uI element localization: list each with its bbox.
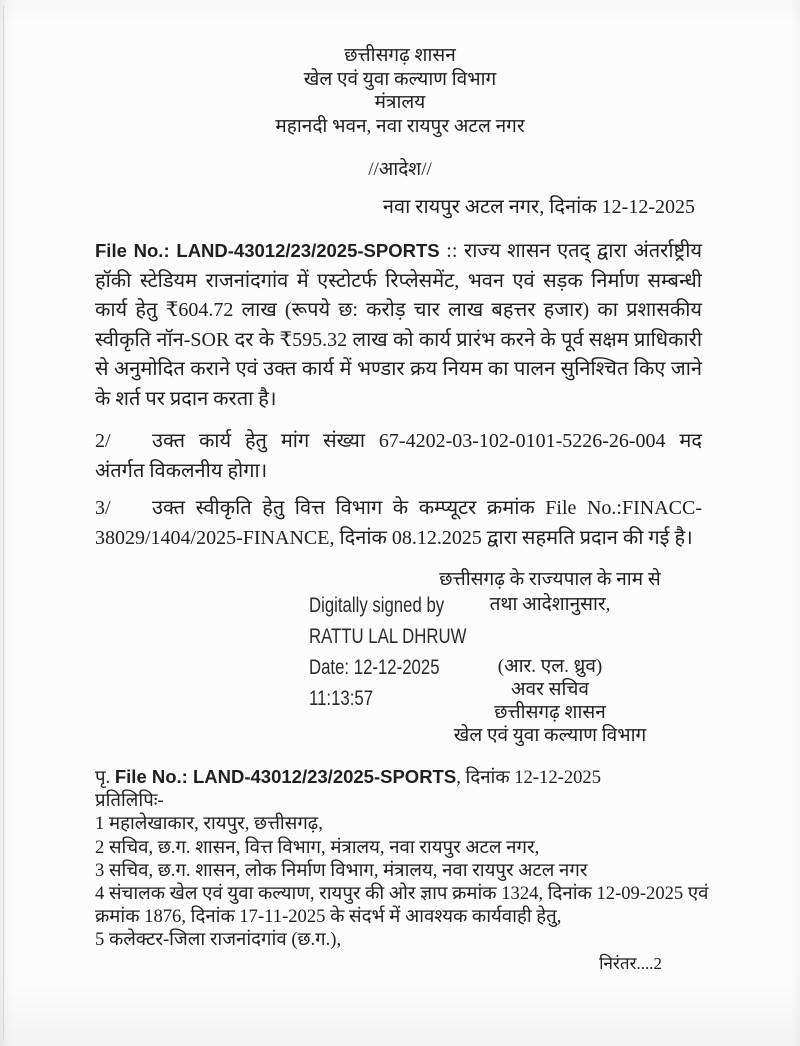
letterhead bbox=[0, 44, 800, 138]
ref-file-number: File No.: LAND-43012/23/2025-SPORTS bbox=[114, 766, 457, 787]
authority-line-2: तथा आदेशानुसार, bbox=[489, 594, 611, 615]
signatory-dept: खेल एवं युवा कल्याण विभाग bbox=[453, 725, 647, 746]
order-title: //आदेश// bbox=[368, 159, 432, 180]
sanction-text: :: राज्य शासन एतद् द्वारा अंतर्राष्ट्रीय हॉकी स्टेडियम राजनांदगांव में एस्टोटर्फ रिप्लेसमेंट, भवन एवं सड़क निर्माण सम्बन्धी कार्य हेतु ₹604.72 लाख (रूपये छ: करोड़ चार लाख बहत्तर हजार) का प्रशासकीय स्वीकृति नॉन-SOR दर के ₹595.32 लाख को कार्य प्रारंभ करने के पूर्व सक्षम प्राधिकारी से अनुमोदित कराने एवं उक्त कार्य में भण्डार क्रय नियम का पालन सुनिश्चित किए जाने के शर्त पर प्रदान करता है। bbox=[95, 240, 702, 410]
department-name: खेल एवं युवा कल्याण विभाग bbox=[303, 68, 497, 90]
sanction-paragraph bbox=[95, 236, 702, 415]
stamp-signer-name: RATTU LAL DHRUW bbox=[309, 624, 467, 648]
stamp-date: Date: 12-12-2025 bbox=[309, 655, 440, 679]
endorsement-ref-line bbox=[95, 765, 710, 789]
address-line: महानदी भवन, नवा रायपुर अटल नगर bbox=[275, 115, 525, 137]
copy-item-3: 3 सचिव, छ.ग. शासन, लोक निर्माण विभाग, मंत्रालय, नवा रायपुर अटल नगर bbox=[95, 859, 588, 881]
stamp-time: 11:13:57 bbox=[309, 686, 374, 710]
signatory-designation: अवर सचिव bbox=[511, 679, 589, 700]
file-number: File No.: LAND-43012/23/2025-SPORTS bbox=[95, 240, 440, 261]
ref-date: , दिनांक 12-12-2025 bbox=[456, 767, 602, 788]
clause-3-text: उक्त स्वीकृति हेतु वित्त विभाग के कम्प्यूटर क्रमांक File No.:FINACC-38029/1404/2025-FINANCE, दिनांक 08.12.2025 द्वारा सहमति प्रदान की गई है। bbox=[95, 497, 702, 549]
copy-item-1: 1 महालेखाकार, रायपुर, छत्तीसगढ़, bbox=[95, 813, 323, 835]
place-date-line: नवा रायपुर अटल नगर, दिनांक 12-12-2025 bbox=[382, 196, 695, 218]
clause-3 bbox=[95, 494, 702, 553]
ref-prefix: पृ. bbox=[95, 767, 115, 788]
copy-item-2: 2 सचिव, छ.ग. शासन, वित्त विभाग, मंत्रालय, नवा रायपुर अटल नगर, bbox=[95, 836, 540, 858]
clause-2-number: 2/ bbox=[95, 430, 111, 452]
authority-line-1: छत्तीसगढ़ के राज्यपाल के नाम से bbox=[439, 569, 661, 590]
stamp-signed-by: Digitally signed by bbox=[309, 593, 445, 617]
continuation-note: निरंतर....2 bbox=[599, 953, 662, 973]
ministry-line: मंत्रालय bbox=[374, 92, 426, 113]
clause-3-number: 3/ bbox=[95, 497, 111, 519]
signatory-block bbox=[430, 655, 670, 747]
copy-item-4: 4 संचालक खेल एवं युवा कल्याण, रायपुर की ओर ज्ञाप क्रमांक 1324, दिनांक 12-09-2025 एवं क्रमांक 1876, दिनांक 17-11-2025 के संदर्भ में आवश्यक कार्यवाही हेतु, bbox=[95, 883, 709, 928]
government-name: छत्तीसगढ़ शासन bbox=[344, 45, 456, 66]
clause-2-text: उक्त कार्य हेतु मांग संख्या 67-4202-03-102-0101-5226-26-004 मद अंतर्गत विकलनीय होगा। bbox=[95, 430, 702, 482]
copy-item-5: 5 कलेक्टर-जिला राजनांदगांव (छ.ग.), bbox=[95, 929, 342, 951]
copy-list-label: प्रतिलिपिः- bbox=[95, 790, 164, 812]
signatory-org: छत्तीसगढ़ शासन bbox=[494, 702, 606, 723]
endorsement-section bbox=[95, 765, 710, 975]
signatory-name: (आर. एल. ध्रुव) bbox=[497, 656, 603, 677]
clause-2 bbox=[95, 427, 702, 486]
